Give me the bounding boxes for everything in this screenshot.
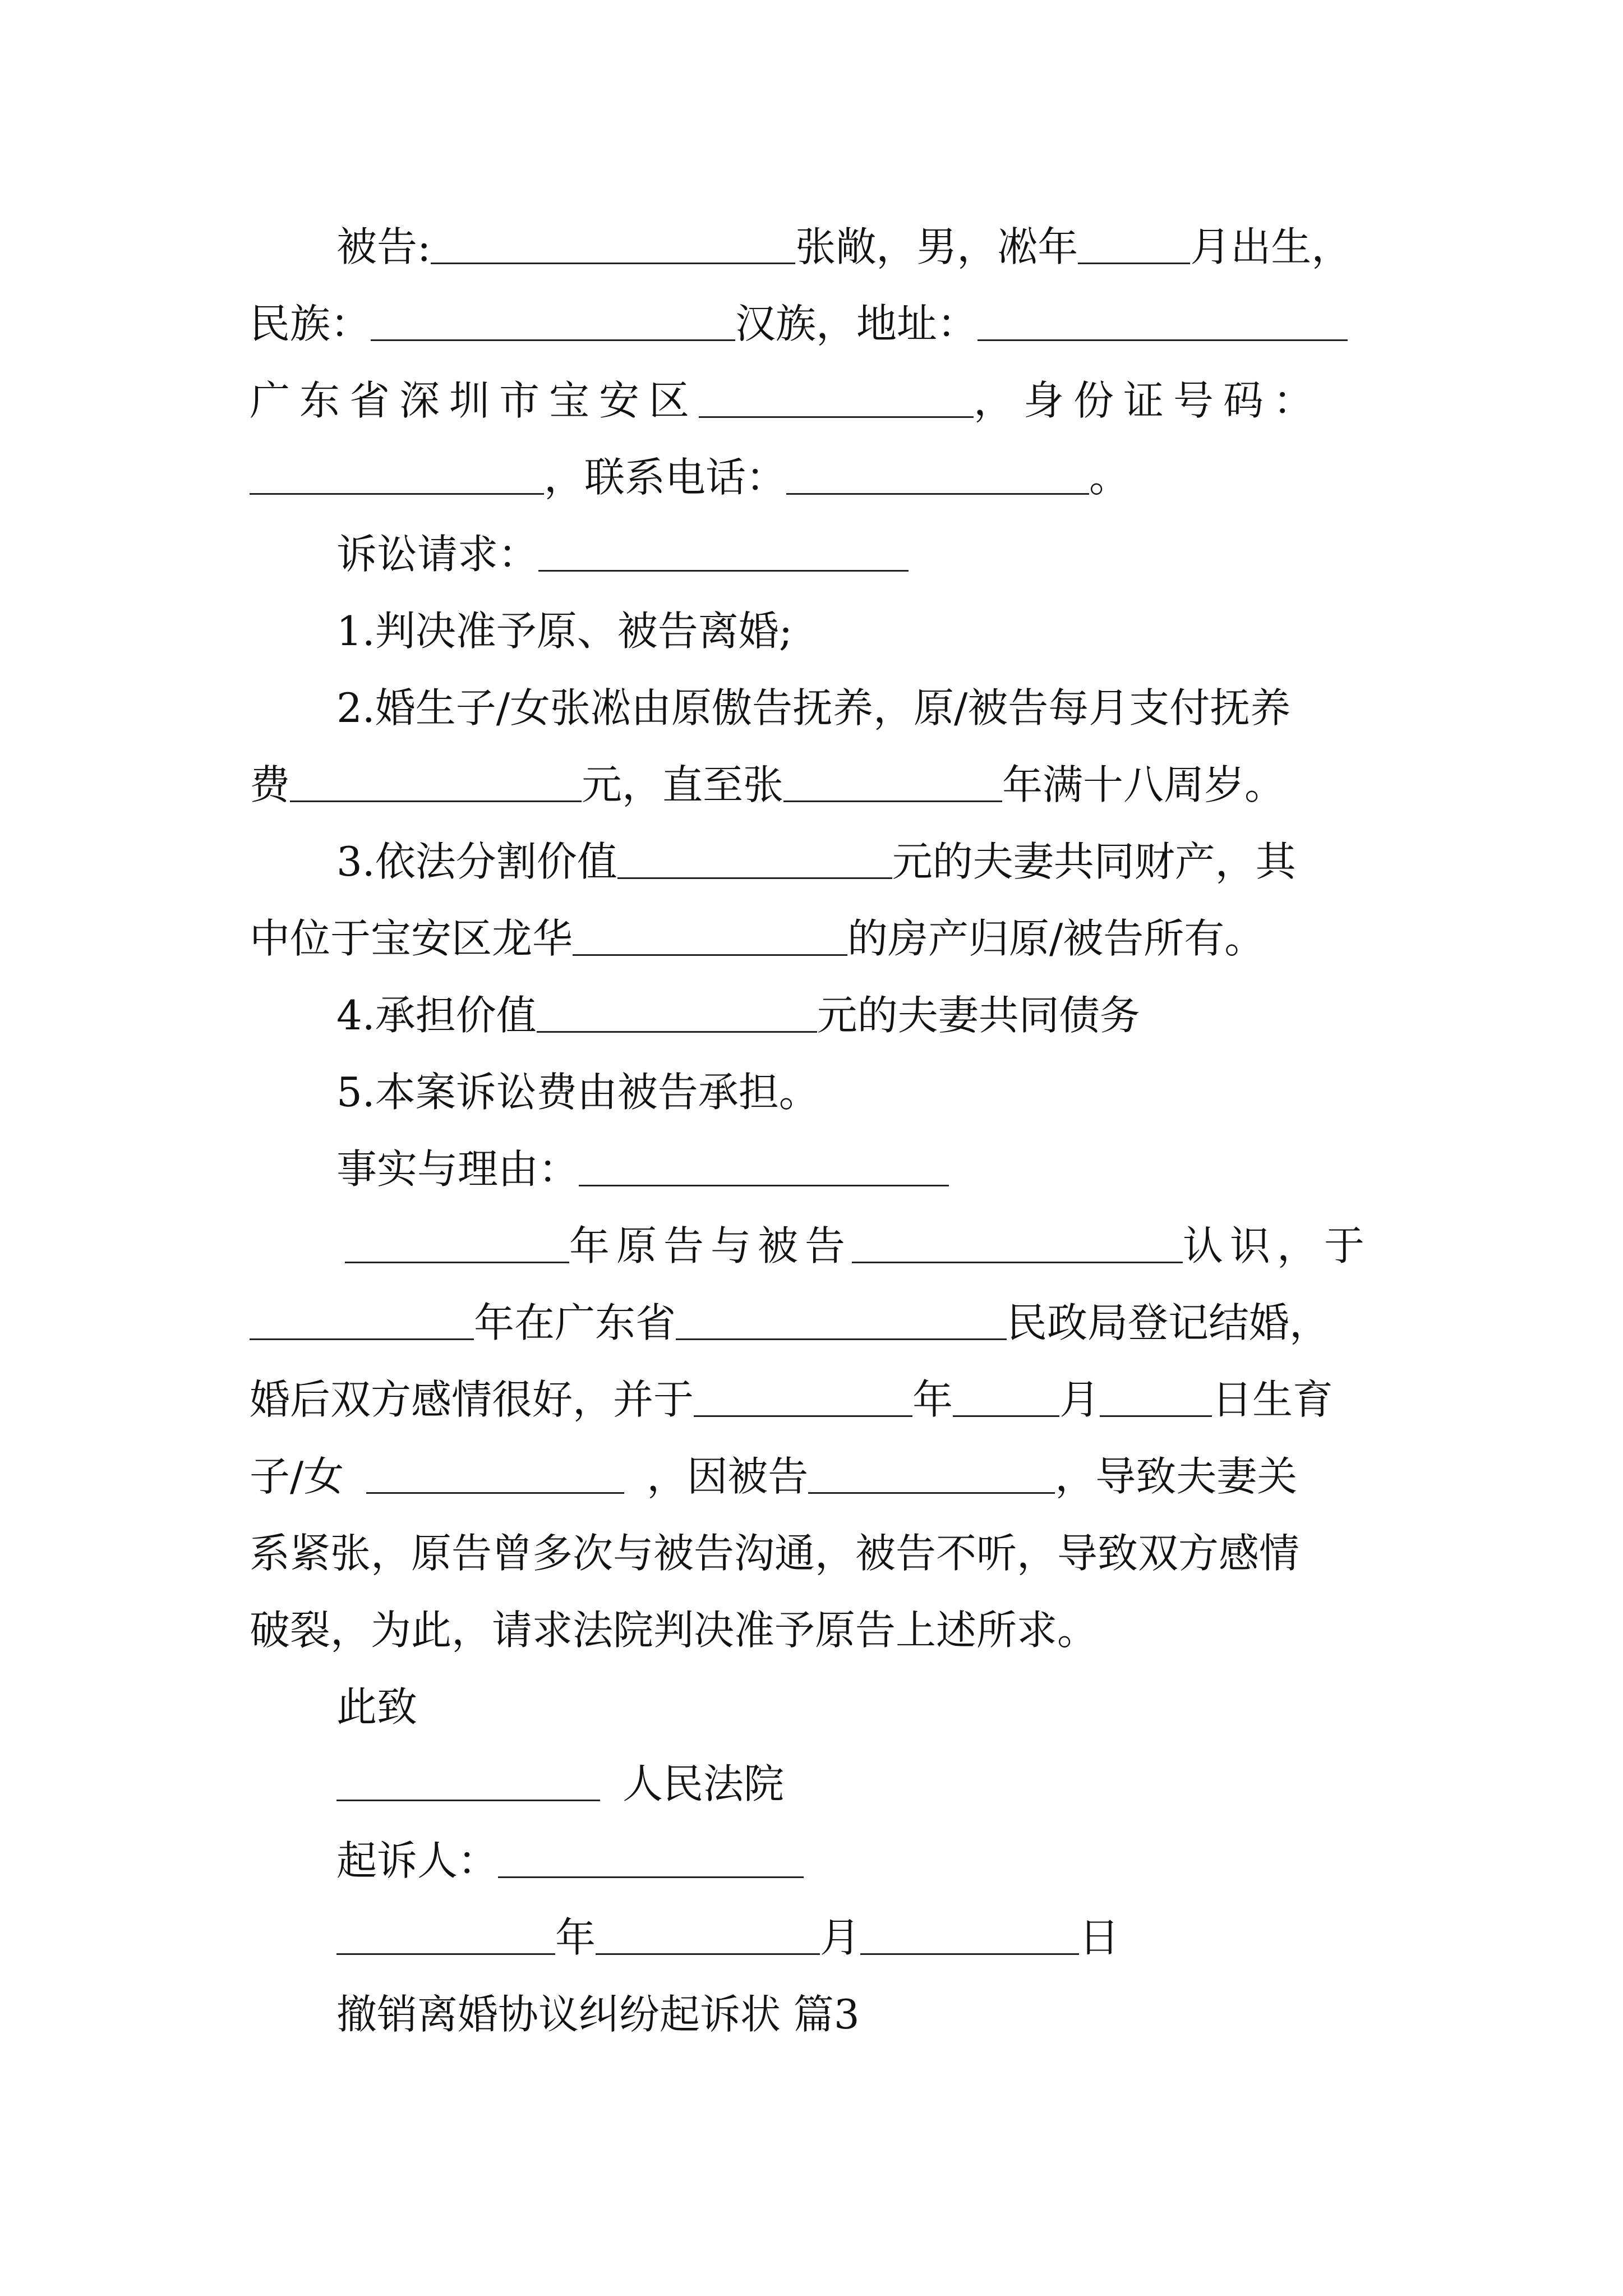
text: 诉讼请求：: [336, 531, 539, 578]
blank-field: [366, 1455, 624, 1494]
claims-heading: [336, 515, 1382, 593]
text: 的房产归原/被告所有。: [847, 915, 1265, 962]
text: 张敞，男，凇年: [795, 223, 1078, 270]
text: 元的夫妻共同债务: [817, 992, 1140, 1039]
text: 日: [1079, 1914, 1120, 1961]
blank-field: [250, 456, 544, 495]
ethnicity-address-line: [250, 284, 1382, 363]
text: 事实与理由：: [336, 1145, 579, 1193]
text: 4.承担价值: [336, 992, 537, 1039]
text: 年: [912, 1376, 953, 1423]
blank-field: [852, 1225, 1183, 1263]
blank-field: [498, 1839, 804, 1878]
blank-field: [579, 1148, 949, 1186]
claim-5: [336, 1053, 1382, 1131]
text: 月出生，: [1190, 223, 1352, 270]
text: 人民法院: [623, 1760, 785, 1807]
text: 此致: [336, 1683, 418, 1731]
blank-field: [786, 456, 1089, 495]
text: 破裂，为此，请求法院判决准予原告上述所求。: [250, 1607, 1098, 1654]
text: 3.依法分割价值: [336, 838, 617, 885]
claim-2-cont: [250, 746, 1382, 824]
claim-3-cont: [250, 899, 1382, 978]
text: ，联系电话：: [544, 454, 787, 501]
blank-field: [431, 226, 795, 264]
blank-field: [250, 1301, 474, 1340]
blank-field: [345, 1225, 569, 1263]
text: ，导致夫妻关: [1055, 1453, 1298, 1500]
text: 中位于宝安区龙华: [250, 915, 573, 962]
text: 。: [1089, 454, 1130, 501]
blank-field: [699, 379, 974, 418]
text: 系紧张，原告曾多次与被告沟通，被告不听，导致双方感情: [250, 1530, 1300, 1577]
blank-field: [371, 302, 735, 341]
text: 年: [555, 1914, 596, 1961]
blank-field: [1100, 1378, 1212, 1417]
facts-heading: [336, 1130, 1382, 1208]
text: 婚后双方感情很好，并于: [250, 1376, 694, 1423]
blank-field: [290, 763, 582, 802]
text: 民政局登记结婚，: [1007, 1299, 1330, 1346]
text: 广东省深圳市宝安区: [250, 377, 699, 424]
blank-field: [953, 1378, 1059, 1417]
facts-line-1: [336, 1207, 1382, 1285]
blank-field: [573, 917, 847, 956]
facts-line-6: [250, 1591, 1382, 1669]
text: 月: [1059, 1376, 1100, 1423]
salutation: [336, 1668, 1382, 1746]
text: 2.婚生子/女张凇由原傲告抚养，原/被告每月支付抚养: [336, 684, 1291, 731]
text: 撤销离婚协议纠纷起诉状 篇3: [336, 1991, 860, 2038]
text: 费: [250, 761, 291, 808]
blank-field: [676, 1301, 1007, 1340]
blank-field: [538, 533, 909, 572]
blank-field: [694, 1378, 912, 1417]
text: ，因被告: [647, 1453, 809, 1500]
facts-line-4: [250, 1437, 1382, 1516]
text: 起诉人：: [336, 1837, 499, 1884]
blank-field: [783, 763, 1002, 802]
text: 年原告与被告: [569, 1222, 852, 1269]
blank-field: [1078, 226, 1190, 264]
text: 汉族，地址：: [735, 300, 978, 347]
blank-field: [860, 1916, 1079, 1955]
section-heading: [336, 1975, 1382, 2054]
blank-field: [978, 302, 1348, 341]
text: ，身份证号码：: [974, 377, 1324, 424]
facts-line-2: [250, 1283, 1382, 1362]
court-line: [336, 1745, 1382, 1823]
text: 日生育: [1212, 1376, 1334, 1423]
text: 元的夫妻共同财产，其: [892, 838, 1296, 885]
blank-field: [596, 1916, 820, 1955]
blank-field: [617, 840, 892, 879]
text: 1.判决准予原、被告离婚;: [336, 608, 792, 655]
claim-4: [336, 976, 1382, 1055]
claim-1: [336, 592, 1382, 670]
text: 民族：: [250, 300, 371, 347]
facts-line-5: [250, 1514, 1382, 1593]
blank-field: [537, 994, 817, 1033]
text: 年满十八周岁。: [1002, 761, 1285, 808]
text: 子/女: [250, 1453, 344, 1500]
text: 元，直至张: [582, 761, 784, 808]
date-line: [336, 1898, 1382, 1977]
claim-3: [336, 822, 1382, 901]
text: 认识，于: [1183, 1222, 1372, 1269]
text: 被告:: [336, 223, 431, 270]
plaintiff-signature-line: [336, 1821, 1382, 1900]
text: 年在广东省: [474, 1299, 676, 1346]
id-phone-line: [250, 438, 1382, 517]
blank-field: [336, 1763, 600, 1801]
blank-field: [336, 1916, 555, 1955]
facts-line-3: [250, 1360, 1382, 1439]
text: 5.本案诉讼费由被告承担。: [336, 1069, 819, 1116]
defendant-line: [336, 208, 1382, 286]
claim-2: [336, 669, 1382, 747]
blank-field: [808, 1455, 1055, 1494]
text: 月: [820, 1914, 861, 1961]
address-id-line: [250, 361, 1382, 440]
